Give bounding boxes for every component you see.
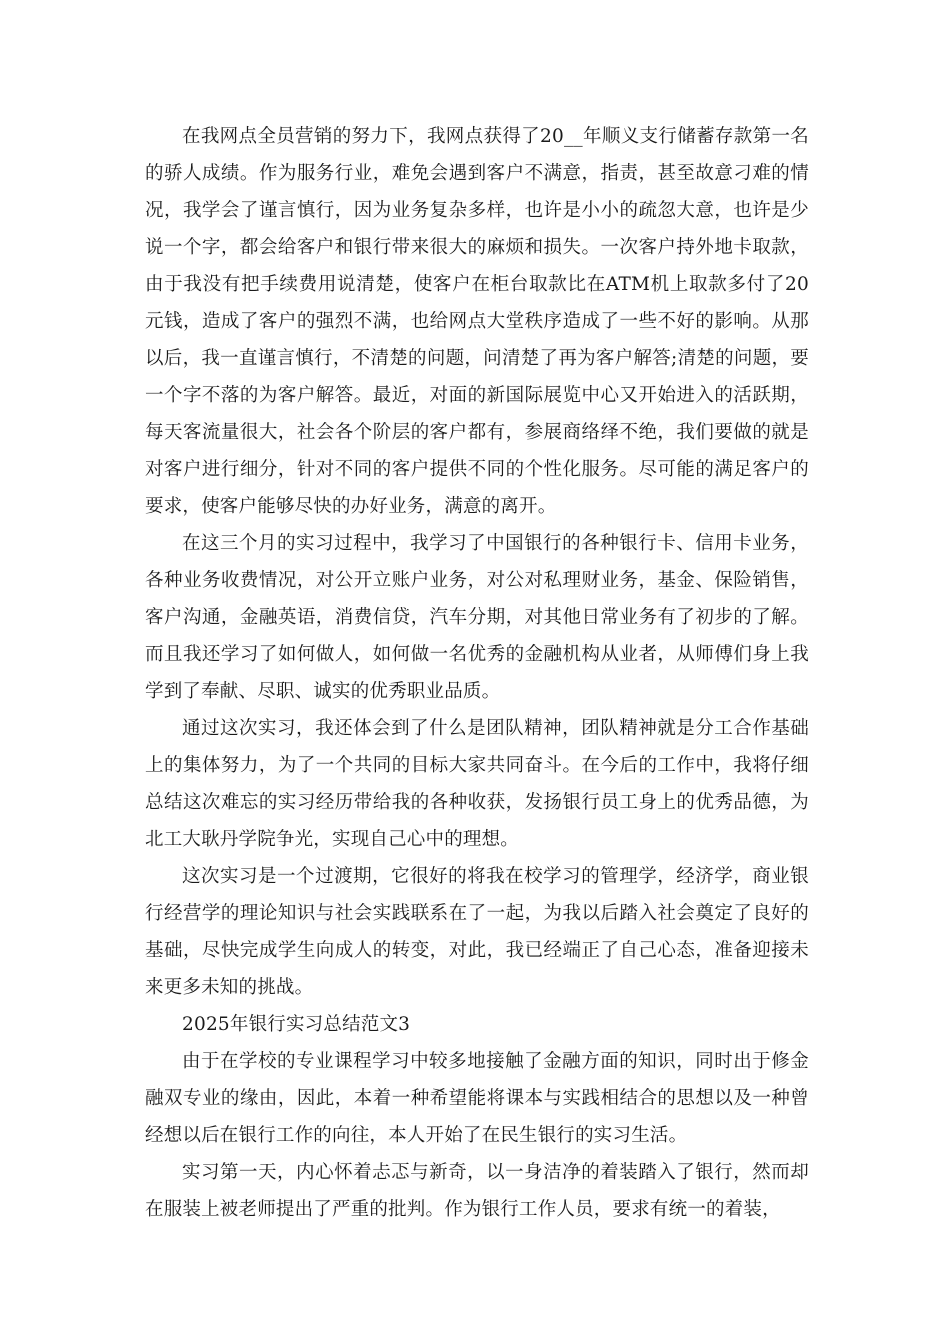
paragraph-first-day: 实习第一天，内心怀着忐忑与新奇，以一身洁净的着装踏入了银行，然而却在服装上被老师提出了严重的批判。作为银行工作人员，要求有统一的着装， xyxy=(145,1162,809,1220)
paragraph-team-spirit: 通过这次实习，我还体会到了什么是团队精神，团队精神就是分工合作基础上的集体努力，为了一个共同的目标大家共同奋斗。在今后的工作中，我将仔细总结这次难忘的实习经历带给我的各种收获，发扬银行员工身上的优秀品德，为北工大耿丹学院争光，实现自己心中的理想。 xyxy=(145,718,809,850)
paragraph-transition-period: 这次实习是一个过渡期，它很好的将我在校学习的管理学，经济学，商业银行经营学的理论知识与社会实践联系在了一起，为我以后踏入社会奠定了良好的基础，尽快完成学生向成人的转变，对此，我已经端正了自己心态，准备迎接未来更多未知的挑战。 xyxy=(145,866,809,998)
document-page xyxy=(145,118,809,1228)
section-heading: 2025年银行实习总结范文3 xyxy=(182,1014,411,1035)
paragraph-sales-achievement: 在我网点全员营销的努力下，我网点获得了20__年顺义支行储蓄存款第一名的骄人成绩。作为服务行业，难免会遇到客户不满意，指责，甚至故意刁难的情况，我学会了谨言慎行，因为业务复杂多样，也许是小小的疏忽大意，也许是少说一个字，都会给客户和银行带来很大的麻烦和损失。一次客户持外地卡取款，由于我没有把手续费用说清楚，使客户在柜台取款比在ATM机上取款多付了20元钱，造成了客户的强烈不满，也给网点大堂秩序造成了一些不好的影响。从那以后，我一直谨言慎行，不清楚的问题，问清楚了再为客户解答;清楚的问题，要一个字不落的为客户解答。最近，对面的新国际展览中心又开始进入的活跃期，每天客流量很大，社会各个阶层的客户都有，参展商络绎不绝，我们要做的就是对客户进行细分，针对不同的客户提供不同的个性化服务。尽可能的满足客户的要求，使客户能够尽快的办好业务，满意的离开。 xyxy=(145,126,809,517)
paragraph-three-month-internship: 在这三个月的实习过程中，我学习了中国银行的各种银行卡、信用卡业务，各种业务收费情况，对公开立账户业务，对公对私理财业务，基金、保险销售，客户沟通，金融英语，消费信贷，汽车分期，对其他日常业务有了初步的了解。而且我还学习了如何做人，如何做一名优秀的金融机构从业者，从师傅们身上我学到了奉献、尽职、诚实的优秀职业品质。 xyxy=(145,533,809,702)
paragraph-finance-background: 由于在学校的专业课程学习中较多地接触了金融方面的知识，同时出于修金融双专业的缘由，因此，本着一种希望能将课本与实践相结合的思想以及一种曾经想以后在银行工作的向往，本人开始了在民生银行的实习生活。 xyxy=(145,1051,809,1146)
